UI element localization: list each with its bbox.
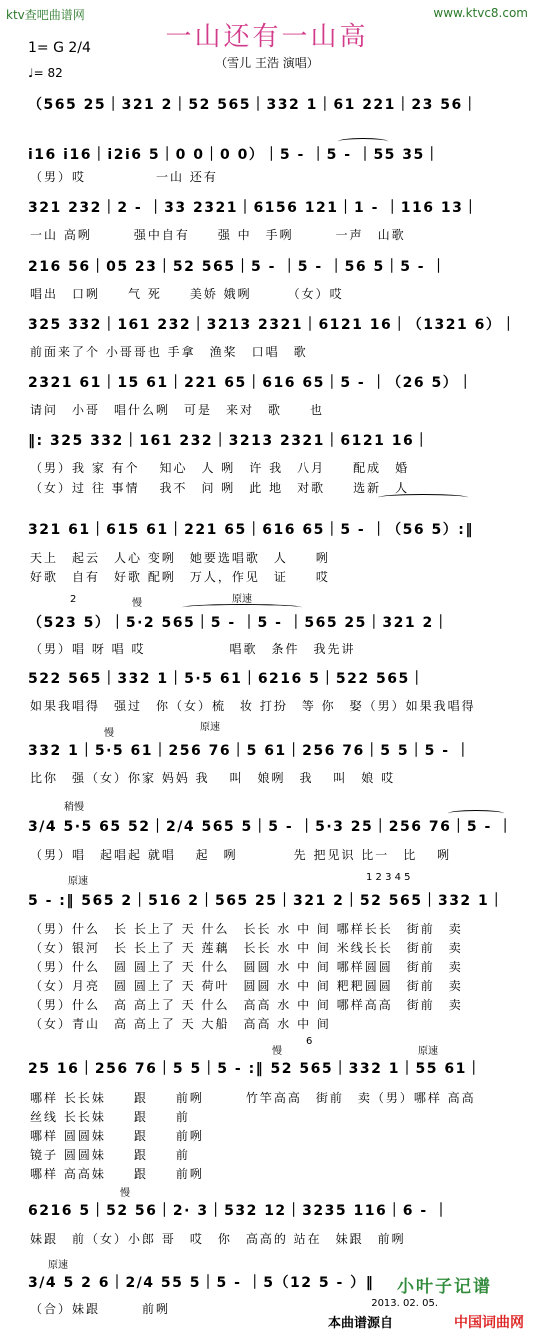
verse-line: （女）银河 长 长上了 天 莲藕 长长 水 中 间 米线长长 街前 卖 <box>30 941 463 955</box>
tempo-mark: 原速 <box>68 876 88 887</box>
tempo-mark: 稍慢 <box>64 802 84 813</box>
tempo-mark: 慢 <box>120 1188 130 1199</box>
lyrics-line: （男）哎 一山 还有 <box>30 170 218 184</box>
tempo-mark: 原速 <box>48 1260 68 1271</box>
source-label: 本曲谱源自 <box>328 1316 394 1331</box>
score-notes-row: ‖: 325 332｜161 232｜3213 2321｜6121 16｜ <box>28 433 430 449</box>
slur-arc <box>448 810 504 817</box>
ending-line: 丝线 长长妹 跟 前 <box>30 1110 190 1124</box>
tempo-mark: 原速 <box>200 722 220 733</box>
score-notes-row: 3/4 5·5 65 52｜2/4 565 5｜5 - ｜5·3 25｜256 76｜5 - ｜ <box>28 819 514 835</box>
score-notes-row: 325 332｜161 232｜3213 2321｜6121 16｜（1321 6）｜ <box>28 317 517 333</box>
source-site-link[interactable]: 中国词曲网 <box>454 1315 524 1331</box>
score-notes-row: 522 565｜332 1｜5·5 61｜6216 5｜522 565｜ <box>28 671 426 687</box>
tempo-mark: 慢 <box>272 1046 282 1057</box>
verse-line: （女）月亮 圆 圆上了 天 荷叶 圆圆 水 中 间 粑粑圆圆 街前 卖 <box>30 979 463 993</box>
lyrics-line: 天上 起云 人心 变咧 她要选唱歌 人 咧 <box>30 551 330 565</box>
lyrics-line: （女）过 往 事情 我不 问 咧 此 地 对歌 选新 人 <box>30 481 410 495</box>
score-notes-row: 2321 61｜15 61｜221 65｜616 65｜5 - ｜（26 5）｜ <box>28 375 474 391</box>
lyrics-line: 一山 高咧 强中自有 强 中 手咧 一声 山歌 <box>30 228 406 242</box>
tempo-marking: ♩= 82 <box>28 66 63 80</box>
volta-mark: 1 2 3 4 5 <box>366 872 411 883</box>
lyrics-line: 唱出 口咧 气 死 美娇 娥咧 （女）哎 <box>30 287 344 301</box>
lyrics-line: 比你 强（女）你家 妈妈 我 叫 娘咧 我 叫 娘 哎 <box>30 771 396 785</box>
score-notes-row: i16 i16｜i2i6 5｜0 0｜0 0）｜5 - ｜5 - ｜55 35｜ <box>28 147 441 163</box>
verse-line: （女）青山 高 高上了 天 大船 高高 水 中 间 <box>30 1017 331 1031</box>
score-notes-row: 321 232｜2 - ｜33 2321｜6156 121｜1 - ｜116 13｜ <box>28 200 479 216</box>
slur-arc <box>378 494 468 501</box>
volta-mark: 6 <box>306 1036 313 1047</box>
tempo-mark: 原速 <box>232 594 252 605</box>
ending-line: 哪样 高高妹 跟 前咧 <box>30 1167 204 1181</box>
score-notes-row: （523 5）｜5·2 565｜5 - ｜5 - ｜565 25｜321 2｜ <box>28 615 450 631</box>
verse-line: （男）什么 圆 圆上了 天 什么 圆圆 水 中 间 哪样圆圆 街前 卖 <box>30 960 463 974</box>
slur-arc <box>338 138 388 145</box>
tempo-mark: 原速 <box>418 1046 438 1057</box>
site-url-right[interactable]: www.ktvc8.com <box>433 6 528 20</box>
lyrics-line: （男）唱 呀 唱 哎 唱歌 条件 我先讲 <box>30 642 356 656</box>
score-notes-row: 332 1｜5·5 61｜256 76｜5 61｜256 76｜5 5｜5 - ｜ <box>28 743 472 759</box>
transcription-date: 2013. 02. 05. <box>371 1298 438 1309</box>
lyrics-line: （合）妹跟 前咧 <box>30 1302 171 1316</box>
score-notes-row: （565 25｜321 2｜52 565｜332 1｜61 221｜23 56｜ <box>28 97 479 113</box>
transcriber-signature: 小叶子记谱 <box>397 1277 492 1297</box>
verse-line: （男）什么 高 高上了 天 什么 高高 水 中 间 哪样高高 街前 卖 <box>30 998 463 1012</box>
ending-line: 镜子 圆圆妹 跟 前 <box>30 1148 190 1162</box>
score-notes-row: 6216 5｜52 56｜2· 3｜532 12｜3235 116｜6 - ｜ <box>28 1203 450 1219</box>
ending-line: 哪样 圆圆妹 跟 前咧 <box>30 1129 204 1143</box>
score-notes-row: 3/4 5 2 6｜2/4 55 5｜5 - ｜5（12 5 - ）‖ <box>28 1275 375 1291</box>
song-title: 一山还有一山高 <box>165 22 369 52</box>
lyrics-line: 妹跟 前（女）小郎 哥 哎 你 高高的 站在 妹跟 前咧 <box>30 1232 406 1246</box>
lyrics-line: 好歌 自有 好歌 配咧 万人，作见 证 哎 <box>30 570 330 584</box>
singers-credit: （雪儿 王浩 演唱） <box>215 56 319 70</box>
ending-line: 哪样 长长妹 跟 前咧 竹竿高高 街前 卖（男）哪样 高高 <box>30 1091 476 1105</box>
score-notes-row: 5 - :‖ 565 2｜516 2｜565 25｜321 2｜52 565｜332 1｜ <box>28 893 505 909</box>
lyrics-line: 请问 小哥 唱什么咧 可是 来对 歌 也 <box>30 403 325 417</box>
score-notes-row: 216 56｜05 23｜52 565｜5 - ｜5 - ｜56 5｜5 - ｜ <box>28 259 447 275</box>
lyrics-line: 前面来了个 小哥哥也 手拿 渔桨 口唱 歌 <box>30 345 308 359</box>
verse-line: （男）什么 长 长上了 天 什么 长长 水 中 间 哪样长长 街前 卖 <box>30 922 463 936</box>
tempo-mark: 慢 <box>132 598 142 609</box>
volta-mark: 2 <box>70 594 77 605</box>
lyrics-line: （男）唱 起唱起 就唱 起 咧 先 把见识 比一 比 咧 <box>30 848 452 862</box>
tempo-mark: 慢 <box>104 728 114 739</box>
score-notes-row: 321 61｜615 61｜221 65｜616 65｜5 - ｜（56 5）:‖ <box>28 522 474 538</box>
lyrics-line: （男）我 家 有个 知心 人 咧 许 我 八月 配成 婚 <box>30 461 410 475</box>
lyrics-line: 如果我唱得 强过 你（女）梳 妆 打扮 等 你 娶（男）如果我唱得 <box>30 699 476 713</box>
score-notes-row: 25 16｜256 76｜5 5｜5 - :‖ 52 565｜332 1｜55 61｜ <box>28 1061 483 1077</box>
key-signature: 1= G 2/4 <box>28 40 91 56</box>
slur-arc <box>182 604 302 611</box>
site-logo-left: ktv查吧曲谱网 <box>6 8 85 22</box>
